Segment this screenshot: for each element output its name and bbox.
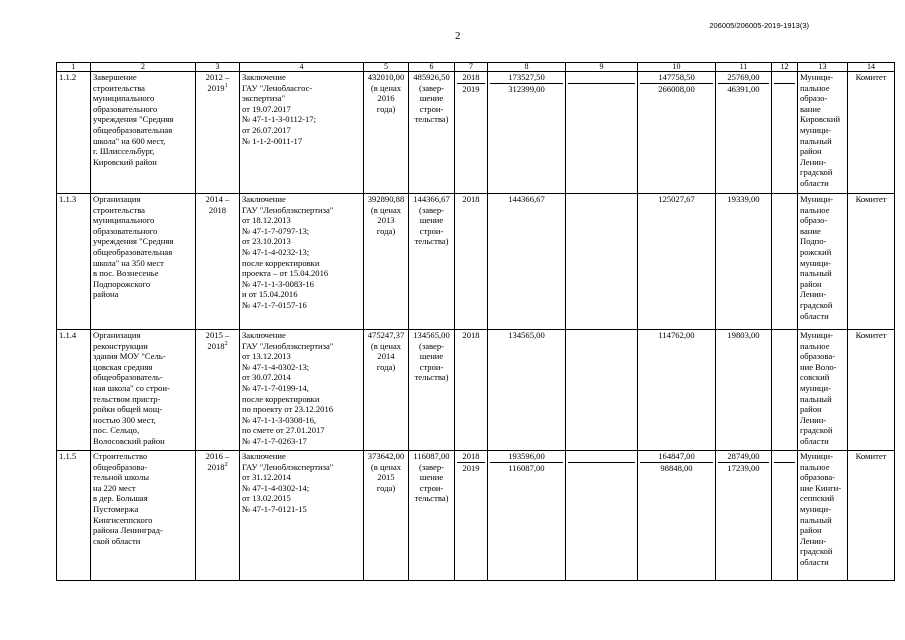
period-footnote: 2 [224, 340, 228, 347]
responsible-body: Комитет [848, 451, 895, 581]
column-header-1: 1 [57, 63, 91, 72]
object-name: Организация строительства муниципального образовательного учреждения "Средняя общеобразовательная школа" на 350 мест в пос. Вознесенье Подпорожского района [91, 194, 196, 330]
empty-line [568, 72, 635, 84]
empty-line [774, 463, 795, 474]
document-id: 206005/206005-2019-1913(3) [709, 21, 809, 30]
empty-line [568, 84, 635, 95]
regional-funding [638, 330, 716, 451]
years-cell [455, 330, 488, 451]
amount-value: 17239,00 [727, 462, 760, 473]
amount-value: 116087,00 [508, 462, 545, 473]
federal-funding [566, 451, 638, 581]
year-value: 2018 [462, 330, 480, 340]
column-header-10: 10 [638, 63, 716, 72]
municipality: Муници- пальное образо- вание Подпо- рожский муници- пальный район Ленин- градской области [798, 194, 848, 330]
item-number: 1.1.2 [57, 72, 91, 194]
column-header-6: 6 [409, 63, 455, 72]
amount-value: 266008,00 [658, 83, 695, 94]
object-name: Организация реконструкции здания МОУ "Сель- цовская средняя общеобразователь- ная школа" со строи- тельством пристр- ройки общей мощ- ностью 300 мест, пос. Сельцо, Волосовский район [91, 330, 196, 451]
objects-table [56, 62, 895, 581]
municipality: Муници- пальное образова- ние Кинги- сеппский муници- пальный район Ленин- градской области [798, 451, 848, 581]
estimated-cost: 373642,00 (в ценах 2015 года) [364, 451, 409, 581]
year-value: 2019 [462, 462, 480, 473]
municipality: Муници- пальное образо- вание Кировский муници- пальный район Ленин- градской области [798, 72, 848, 194]
table-row [57, 72, 895, 194]
table-row [57, 330, 895, 451]
period-text: 2012 – 2019 [205, 72, 230, 93]
period-footnote: 2 [224, 461, 228, 468]
amount-value: 114762,00 [658, 330, 695, 340]
federal-funding [566, 330, 638, 451]
other-funding [772, 194, 798, 330]
local-funding [716, 330, 772, 451]
federal-funding [566, 72, 638, 194]
column-header-7: 7 [455, 63, 488, 72]
expertise-conclusion: Заключение ГАУ "Леноблэкспертиза" от 31.12.2014 № 47-1-4-0302-14; от 13.02.2015 № 47-1-7-0121-15 [240, 451, 364, 581]
amount-value: 28749,00 [718, 451, 769, 463]
item-number: 1.1.5 [57, 451, 91, 581]
item-number: 1.1.4 [57, 330, 91, 451]
table-row [57, 194, 895, 330]
column-header-2: 2 [91, 63, 196, 72]
empty-line [774, 84, 795, 95]
period-text: 2015 – 2018 [205, 330, 230, 351]
responsible-body: Комитет [848, 330, 895, 451]
responsible-body: Комитет [848, 194, 895, 330]
responsible-body: Комитет [848, 72, 895, 194]
object-name: Завершение строительства муниципального образовательного учреждения "Средняя общеобразовательная школа" на 600 мест, г. Шлиссельбург, Кировский район [91, 72, 196, 194]
years-cell [455, 72, 488, 194]
table-row [57, 451, 895, 581]
amount-value: 19339,00 [727, 194, 760, 204]
amount-value: 125027,67 [658, 194, 695, 204]
amount-value: 164847,00 [640, 451, 713, 463]
column-header-8: 8 [488, 63, 566, 72]
header-row [57, 63, 895, 72]
empty-line [774, 194, 795, 205]
amount-value: 144366,67 [508, 194, 545, 204]
municipality: Муници- пальное образова- ние Воло- совский муници- пальный район Ленин- градской области [798, 330, 848, 451]
empty-line [774, 330, 795, 341]
total-funding [488, 194, 566, 330]
remaining-cost: 144366,67 (завер- шение строи- тельства) [409, 194, 455, 330]
total-funding [488, 330, 566, 451]
empty-line [568, 463, 635, 474]
column-header-4: 4 [240, 63, 364, 72]
column-header-11: 11 [716, 63, 772, 72]
period-text: 2014 – 2018 [205, 194, 230, 215]
column-header-5: 5 [364, 63, 409, 72]
amount-value: 98848,00 [660, 462, 693, 473]
federal-funding [566, 194, 638, 330]
expertise-conclusion: Заключение ГАУ "Леноблэкспертиза" от 18.12.2013 № 47-1-7-0797-13; от 23.10.2013 № 47-1-4-0232-13; после корректировки проекта – от 15.04.2016 № 47-1-1-3-0083-16 и от 15.04.2016 № 47-1-7-0157-16 [240, 194, 364, 330]
empty-line [568, 330, 635, 341]
amount-value: 134565,00 [508, 330, 545, 340]
regional-funding [638, 194, 716, 330]
column-header-9: 9 [566, 63, 638, 72]
amount-value: 193596,00 [490, 451, 563, 463]
period-cell [196, 72, 240, 194]
total-funding [488, 72, 566, 194]
amount-value: 25769,00 [718, 72, 769, 84]
regional-funding [638, 72, 716, 194]
empty-line [568, 451, 635, 463]
regional-funding [638, 451, 716, 581]
estimated-cost: 432010,00 (в ценах 2016 года) [364, 72, 409, 194]
column-header-13: 13 [798, 63, 848, 72]
empty-line [568, 194, 635, 205]
empty-line [774, 451, 795, 463]
expertise-conclusion: Заключение ГАУ "Ленобласгос- экспертиза" от 19.07.2017 № 47-1-1-3-0112-17; от 26.07.2017 № 1-1-2-0011-17 [240, 72, 364, 194]
local-funding [716, 194, 772, 330]
period-cell [196, 451, 240, 581]
amount-value: 147758,50 [640, 72, 713, 84]
period-cell [196, 330, 240, 451]
item-number: 1.1.3 [57, 194, 91, 330]
year-value: 2018 [457, 72, 485, 84]
year-value: 2018 [462, 194, 480, 204]
years-cell [455, 451, 488, 581]
other-funding [772, 451, 798, 581]
period-footnote: 1 [224, 82, 228, 89]
local-funding [716, 451, 772, 581]
empty-line [774, 72, 795, 84]
column-header-14: 14 [848, 63, 895, 72]
period-cell [196, 194, 240, 330]
estimated-cost: 475247,37 (в ценах 2014 года) [364, 330, 409, 451]
local-funding [716, 72, 772, 194]
expertise-conclusion: Заключение ГАУ "Леноблэкспертиза" от 13.12.2013 № 47-1-4-0302-13; от 30.07.2014 № 47-1-7-0199-14, после корректировки по проекту от 23.12.2016 № 47-1-1-3-0308-16, по смете от 27.01.2017 № 47-1-7-0263-17 [240, 330, 364, 451]
amount-value: 173527,50 [490, 72, 563, 84]
amount-value: 312399,00 [508, 83, 545, 94]
years-cell [455, 194, 488, 330]
total-funding [488, 451, 566, 581]
amount-value: 46391,00 [727, 83, 760, 94]
other-funding [772, 72, 798, 194]
year-value: 2018 [457, 451, 485, 463]
estimated-cost: 392890,88 (в ценах 2013 года) [364, 194, 409, 330]
object-name: Строительство общеобразова- тельной школы на 220 мест в дер. Большая Пустомержа Кингисеппского района Ленинград- ской области [91, 451, 196, 581]
column-header-12: 12 [772, 63, 798, 72]
other-funding [772, 330, 798, 451]
remaining-cost: 116087,00 (завер- шение строи- тельства) [409, 451, 455, 581]
page-number: 2 [455, 30, 461, 42]
year-value: 2019 [462, 83, 480, 94]
amount-value: 19803,00 [727, 330, 760, 340]
remaining-cost: 485926,50 (завер- шение строи- тельства) [409, 72, 455, 194]
remaining-cost: 134565,00 (завер- шение строи- тельства) [409, 330, 455, 451]
column-header-3: 3 [196, 63, 240, 72]
period-text: 2016 – 2018 [205, 451, 230, 472]
